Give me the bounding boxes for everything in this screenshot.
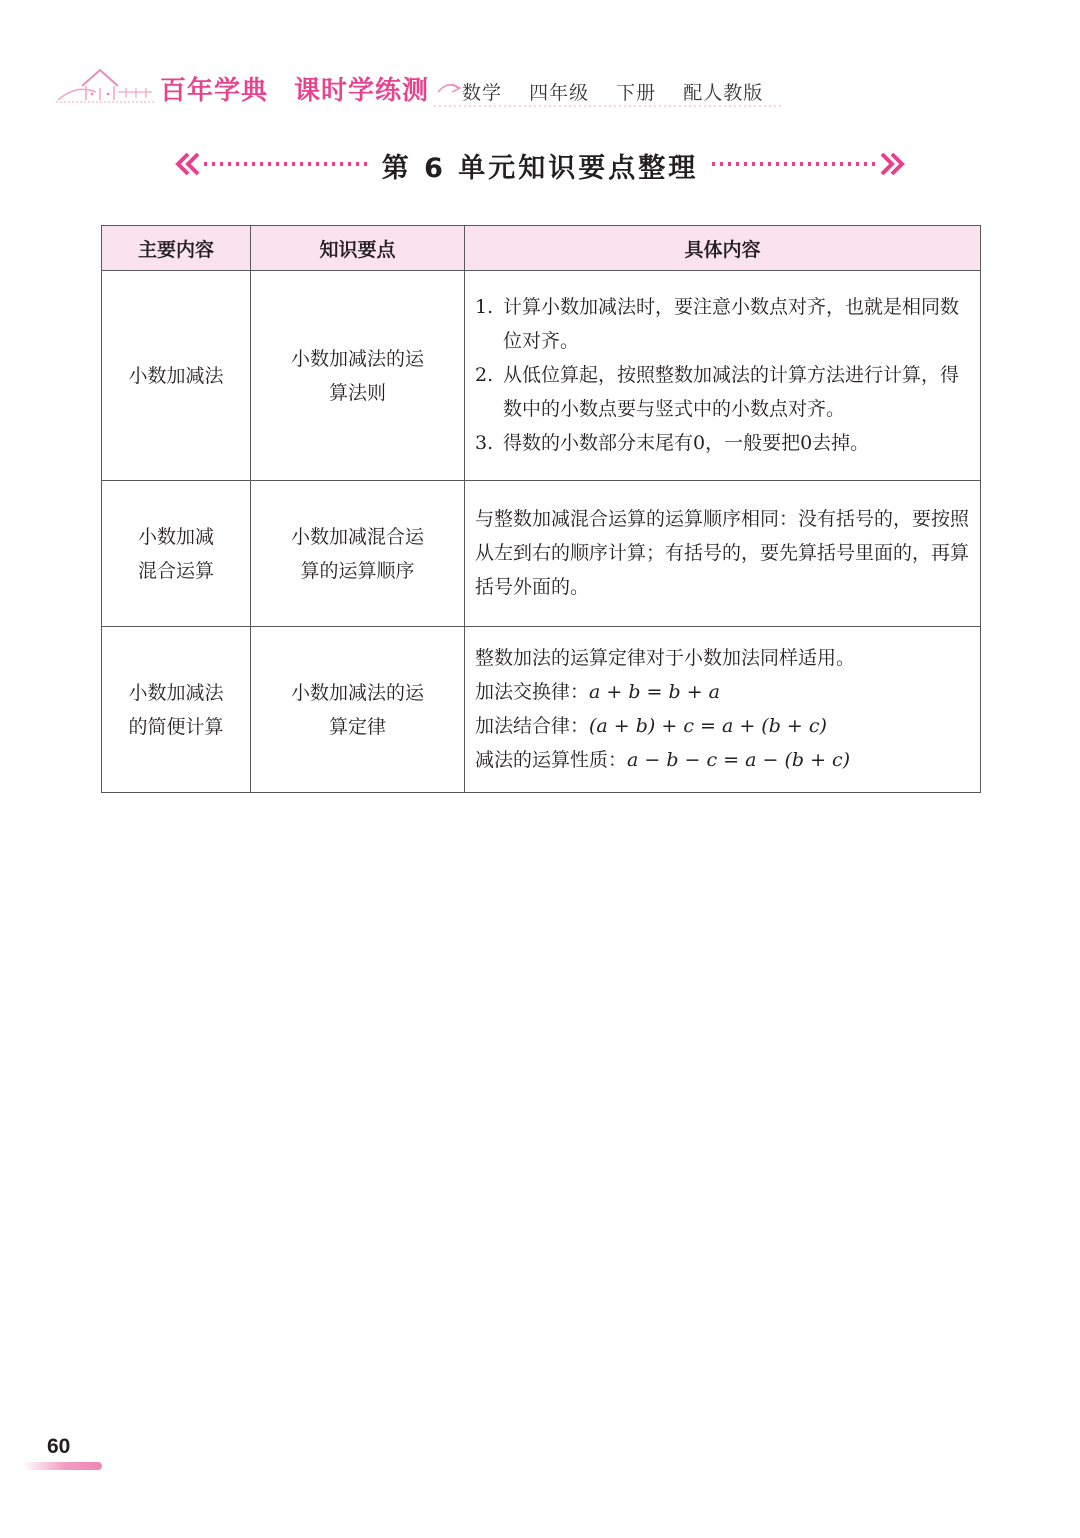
header-details: 具体内容 bbox=[465, 226, 981, 271]
main-content-cell bbox=[102, 271, 251, 481]
law-line bbox=[475, 743, 972, 777]
cell-line: 算法则 bbox=[328, 381, 386, 404]
cell-line: 小数加减法的运 bbox=[290, 347, 424, 370]
unit-title: 第 6 单元知识要点整理 bbox=[381, 153, 699, 184]
cell-line: 小数加减法 bbox=[128, 364, 224, 387]
book-info bbox=[462, 78, 783, 105]
details-cell bbox=[465, 481, 981, 627]
details-cell bbox=[465, 627, 981, 793]
cell-line: 的简便计算 bbox=[128, 715, 224, 738]
law-formula: a − b − c = a − (b + c) bbox=[627, 749, 851, 771]
law-label: 减法的运算性质： bbox=[475, 749, 628, 771]
cell-line: 算定律 bbox=[328, 715, 386, 738]
knowledge-point-cell bbox=[251, 271, 465, 481]
running-header bbox=[56, 62, 786, 114]
table-header-row bbox=[102, 226, 981, 271]
law-formula: (a + b) + c = a + (b + c) bbox=[589, 715, 827, 737]
cell-line: 混合运算 bbox=[137, 559, 214, 582]
knowledge-point-cell bbox=[251, 481, 465, 627]
header-main-content: 主要内容 bbox=[102, 226, 251, 271]
law-formula: a + b = b + a bbox=[589, 681, 720, 703]
grade-label: 四年级 bbox=[529, 82, 590, 104]
edition-label: 配人教版 bbox=[683, 82, 764, 104]
item-number: 3. bbox=[475, 432, 494, 454]
law-intro: 整数加法的运算定律对于小数加法同样适用。 bbox=[475, 647, 856, 669]
brand-main: 百年学典 bbox=[160, 76, 269, 106]
cell-line: 小数加减 bbox=[137, 525, 214, 548]
table-row bbox=[102, 627, 981, 793]
item-number: 2. bbox=[475, 364, 494, 386]
table-row bbox=[102, 481, 981, 627]
cell-line: 算的运算顺序 bbox=[300, 559, 415, 582]
law-label: 加法结合律： bbox=[475, 715, 590, 737]
law-label: 加法交换律： bbox=[475, 681, 590, 703]
page-number-bar bbox=[22, 1462, 102, 1470]
list-item bbox=[475, 358, 972, 426]
list-item bbox=[475, 426, 972, 460]
law-line bbox=[475, 709, 972, 743]
cell-line: 小数加减法 bbox=[128, 681, 224, 704]
law-line bbox=[475, 675, 972, 709]
brand-series: 课时学练测 bbox=[294, 76, 430, 106]
unit-title-bar bbox=[172, 140, 908, 190]
list-item bbox=[475, 290, 972, 358]
page-number: 60 bbox=[47, 1435, 71, 1458]
table-row bbox=[102, 271, 981, 481]
knowledge-point-cell bbox=[251, 627, 465, 793]
item-number: 1. bbox=[475, 296, 494, 318]
main-content-cell bbox=[102, 627, 251, 793]
details-cell bbox=[465, 271, 981, 481]
main-content-cell bbox=[102, 481, 251, 627]
header-knowledge-point: 知识要点 bbox=[251, 226, 465, 271]
item-text: 从低位算起，按照整数加减法的计算方法进行计算，得数中的小数点要与竖式中的小数点对齐。 bbox=[503, 364, 960, 420]
knowledge-table bbox=[101, 225, 981, 793]
cell-line: 小数加减法的运 bbox=[290, 681, 424, 704]
item-text: 计算小数加减法时，要注意小数点对齐，也就是相同数位对齐。 bbox=[503, 296, 960, 352]
details-text: 与整数加减混合运算的运算顺序相同：没有括号的，要按照从左到右的顺序计算；有括号的，要先算括号里面的，再算括号外面的。 bbox=[475, 508, 970, 598]
subject-label: 数学 bbox=[462, 82, 503, 104]
cell-line: 小数加减混合运 bbox=[290, 525, 424, 548]
volume-label: 下册 bbox=[616, 82, 657, 104]
item-text: 得数的小数部分末尾有0，一般要把0去掉。 bbox=[503, 432, 870, 454]
rules-list bbox=[475, 290, 972, 460]
